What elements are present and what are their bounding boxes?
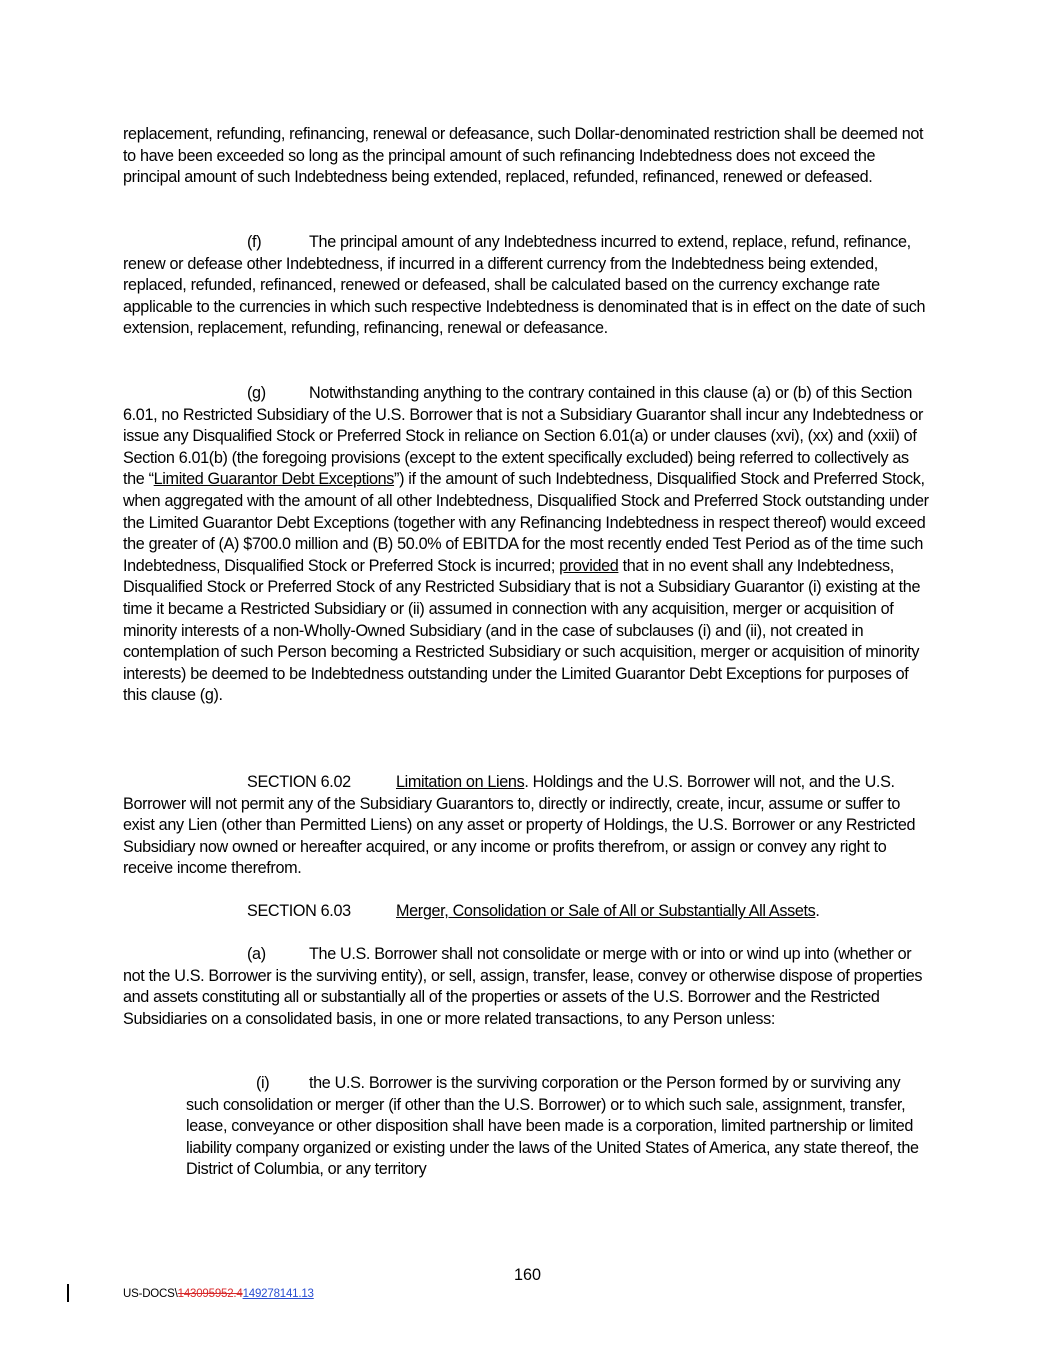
section-label: SECTION 6.02 [247,773,351,791]
document-id-inserted: 149278141.13 [242,1288,314,1300]
paragraph-text: . Holdings and the U.S. Borrower will not, and the U.S. Borrower will not permit any of the Subsidiary Guarantors to, directly or indirectly, create, incur, assume or suffer to exist any Lien (other than Permitted Liens) on any asset or property of Holdings, the U.S. Borrower or any Restricted Subsidiary now owned or hereafter acquired, or any income or profits therefrom, or assign or convey any right to receive income therefrom. [123,773,916,878]
document-id-deleted: 143095952.4 [177,1288,243,1300]
paragraph-text: The principal amount of any Indebtedness incurred to extend, replace, refund, refinance, renew or defease other Indebtedness, if incurred in a different currency from the Indebtedness being extended, replaced, refunded, refinanced, renewed or defeased, shall be calculated based on the currency exchange rate applicable to the currencies in which such respective Indebtedness is denominated that is in effect on the date of such extension, replacement, refunding, refinancing, renewal or defeasance. [123,233,926,338]
paragraph-text: Notwithstanding anything to the contrary contained in this clause (a) or (b) of this Section 6.01, no Restricted Subsidiary of the U.S. Borrower that is not a Subsidiary Guarantor shall incur any Indebtedness or issue any Disqualified Stock or Preferred Stock in reliance on Section 6.01(a) or under clauses (xvi), (xx) and (xxii) of Section 6.01(b) (the foregoing provisions (except to the extent specifically excluded) being referred to collectively as the “ [123,384,923,489]
document-id-prefix: US-DOCS\ [123,1288,178,1300]
defined-term: Limited Guarantor Debt Exceptions [153,470,395,489]
paragraph-a [123,944,933,1030]
paragraph-continuation [123,124,933,189]
paragraph-text: replacement, refunding, refinancing, renewal or defeasance, such Dollar-denominated restriction shall be deemed not to have been exceeded so long as the principal amount of such refinancing Indebtedness does not exceed the principal amount of such Indebtedness being extended, replaced, refunded, refinanced, renewed or defeased. [123,125,924,187]
paragraph-text: that in no event shall any Indebtedness, Disqualified Stock or Preferred Stock of any Restricted Subsidiary that is not a Subsidiary Guarantor (i) existing at the time it became a Restricted Subsidiary or (ii) assumed in connection with any acquisition, merger or acquisition of minority interests of a non-Wholly-Owned Subsidiary (and in the case of subclauses (i) and (ii), not created in contemplation of such Person becoming a Restricted Subsidiary or such acquisition, merger or acquisition of minority interests) be deemed to be Indebtedness outstanding under the Limited Guarantor Debt Exceptions for purposes of this clause (g). [123,556,921,705]
provided-term: provided [559,556,619,575]
clause-label-g: (g) [247,384,266,402]
change-bar [67,1284,69,1302]
clause-label-i: (i) [256,1074,270,1092]
paragraph-text: the U.S. Borrower is the surviving corporation or the Person formed by or surviving any such consolidation or merger (if other than the U.S. Borrower) or to which such sale, assignment, transfer, lease, conveyance or other disposition shall have been made is a corporation, limited partnership or limited liability company organized or existing under the laws of the United States of America, any state thereof, the District of Columbia, or any territory [186,1074,919,1179]
paragraph-g [123,383,933,707]
page-number: 160 [513,1266,541,1284]
clause-label-a: (a) [247,945,266,963]
document-id [123,1287,314,1301]
section-6-03 [123,901,933,923]
section-label: SECTION 6.03 [247,902,351,920]
paragraph-f [123,232,933,340]
section-title: Limitation on Liens [396,773,525,791]
paragraph-text: ”) if the amount of such Indebtedness, Disqualified Stock and Preferred Stock, when aggregated with the amount of all other Indebtedness, Disqualified Stock and Preferred Stock outstanding under the Limited Guarantor Debt Exceptions (together with any Refinancing Indebtedness in respect thereof) would exceed the greater of (A) $700.0 million and (B) 50.0% of EBITDA for the most recently ended Test Period as of the time such Indebtedness, Disqualified Stock or Preferred Stock is incurred; [123,470,929,575]
clause-label-f: (f) [247,233,262,251]
section-6-02 [123,772,933,880]
section-title-period: . [815,902,820,920]
subclause-i [186,1073,932,1181]
section-title: Merger, Consolidation or Sale of All or Substantially All Assets [396,902,816,920]
paragraph-text: The U.S. Borrower shall not consolidate or merge with or into or wind up into (whether or not the U.S. Borrower is the surviving entity), or sell, assign, transfer, lease, convey or otherwise dispose of properties and assets constituting all or substantially all of the properties or assets of the U.S. Borrower and the Restricted Subsidiaries on a consolidated basis, in one or more related transactions, to any Person unless: [123,945,923,1028]
